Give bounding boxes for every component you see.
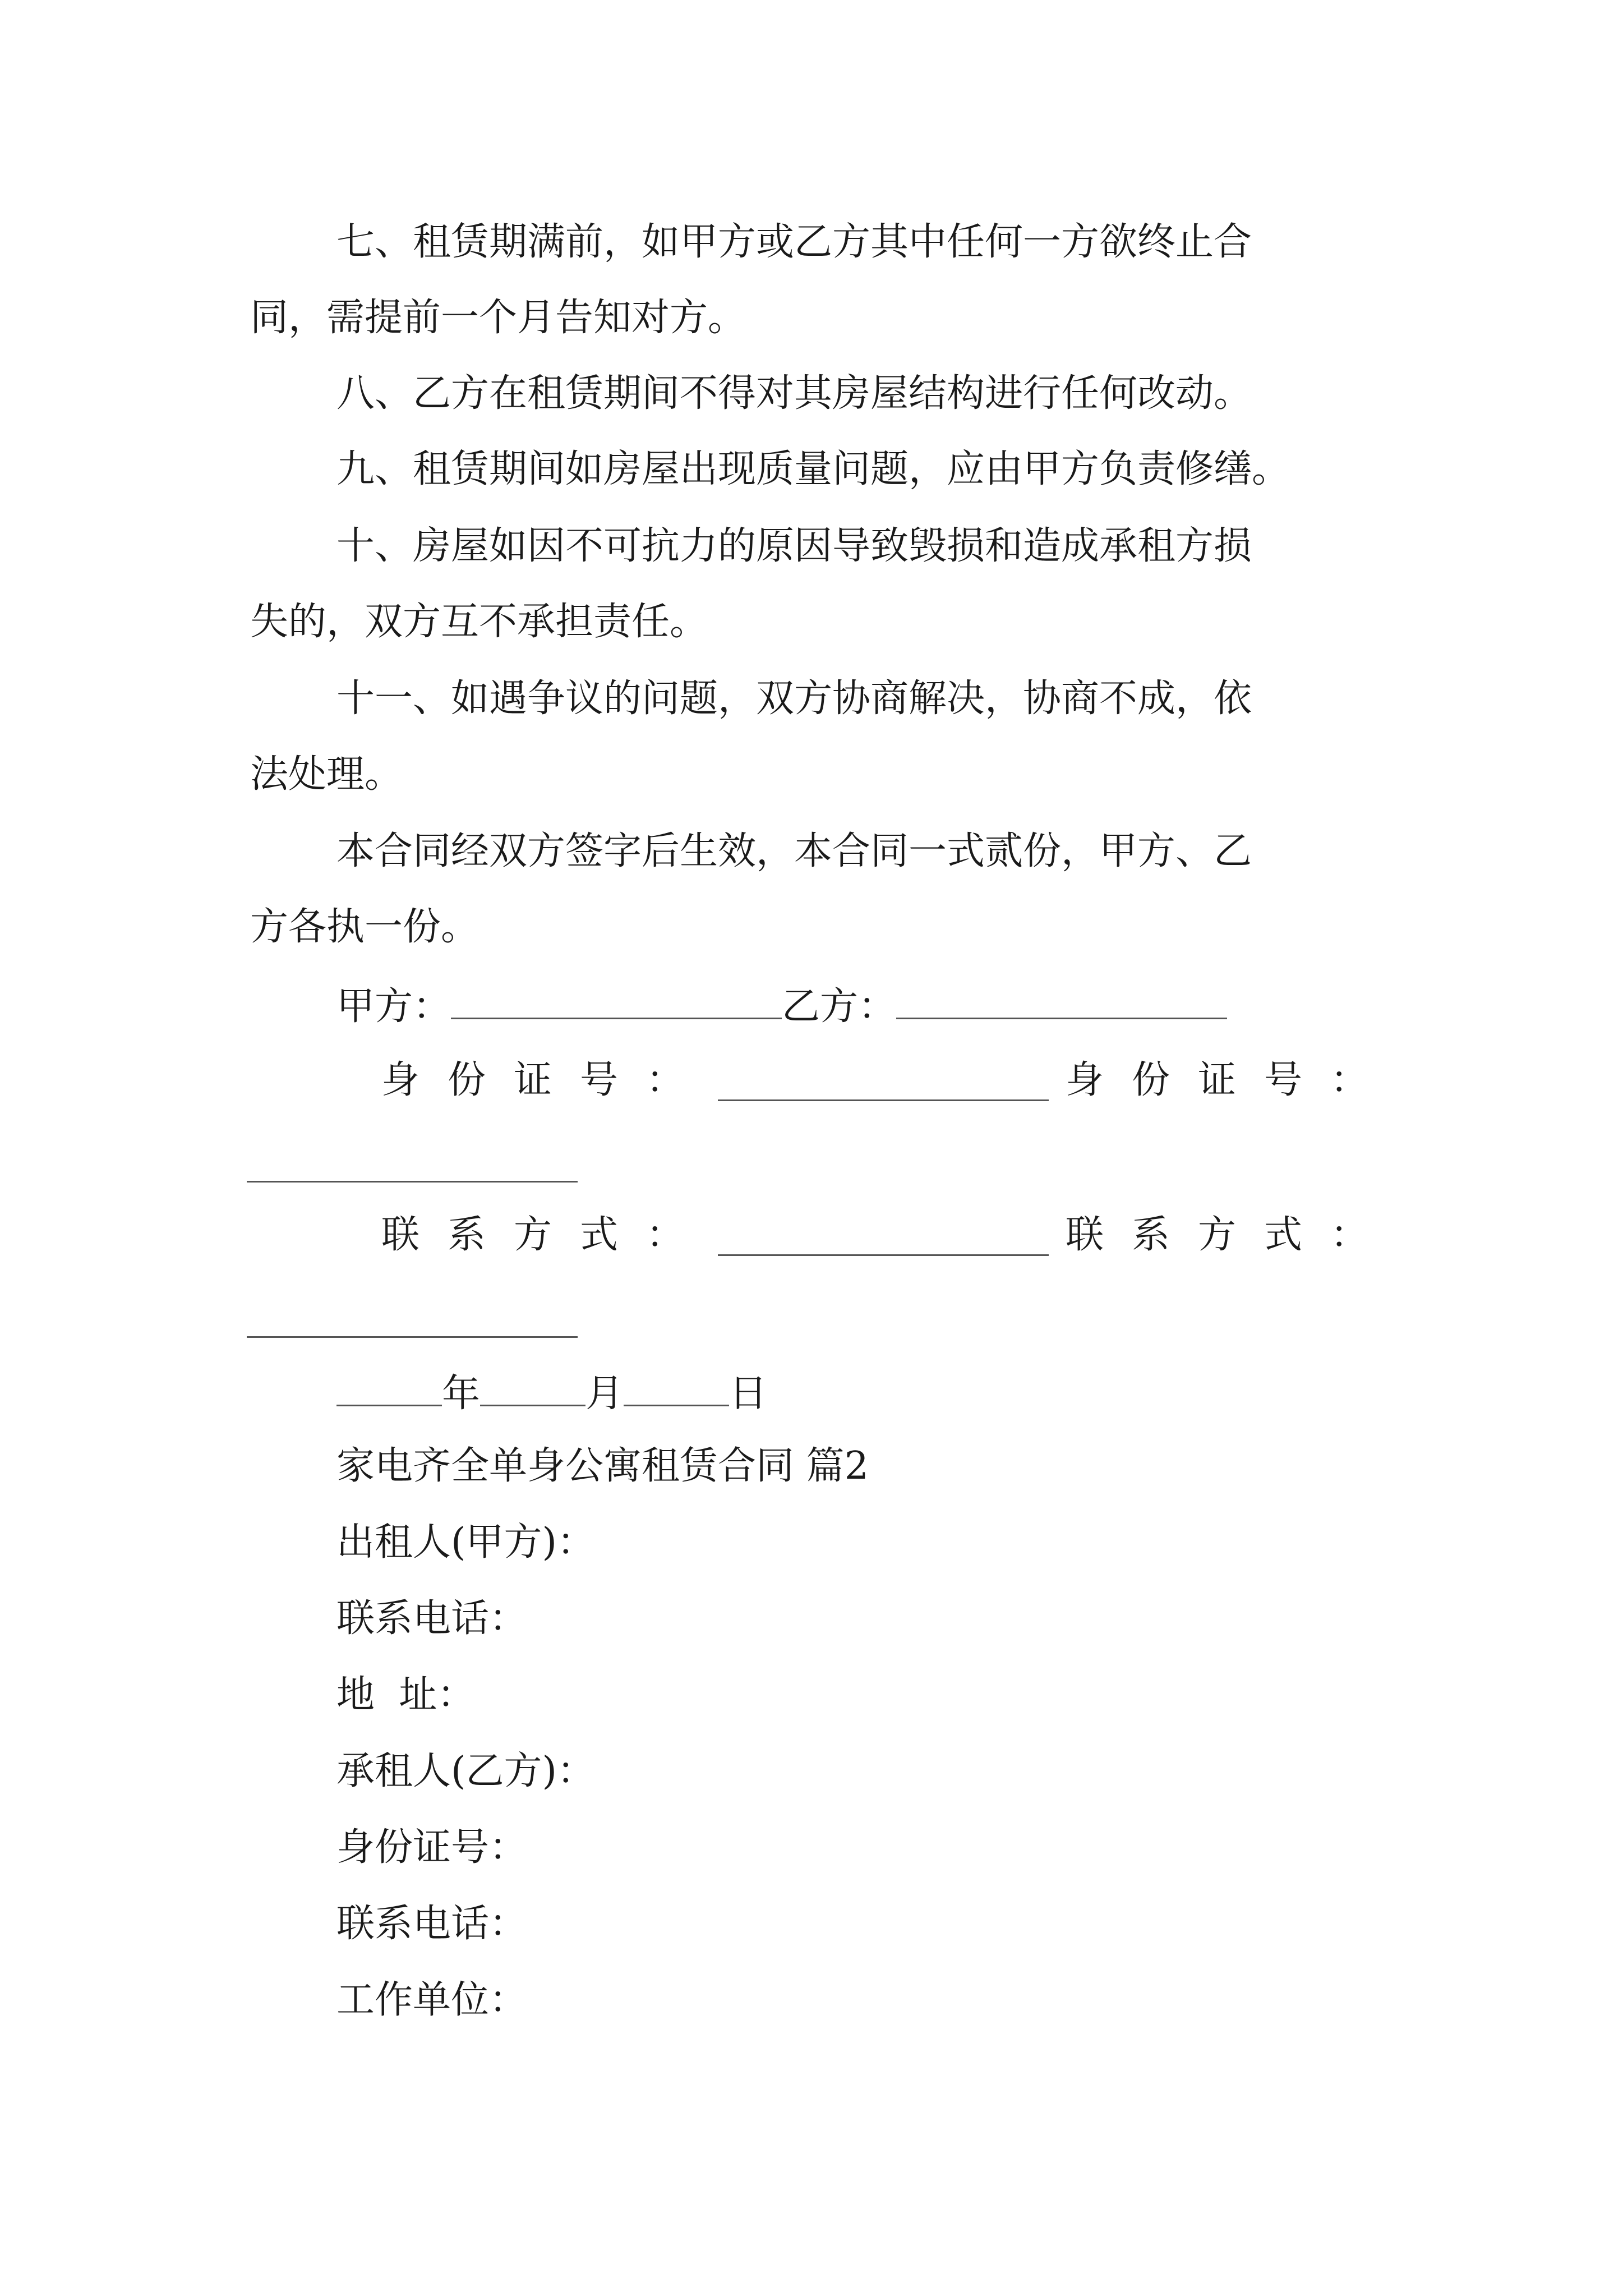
party-a-contact-blank — [718, 1221, 1049, 1256]
party-a-id-label: 身 份 证 号 ： — [381, 1058, 684, 1102]
clause-11-line-2: 法处理。 — [250, 752, 403, 797]
clause-7-line-1: 七、租赁期满前，如甲方或乙方其中任何一方欲终止合 — [336, 220, 1252, 264]
clause-9: 九、租赁期间如房屋出现质量问题，应由甲方负责修缮。 — [336, 447, 1290, 491]
clause-11-line-1: 十一、如遇争议的问题，双方协商解决，协商不成，依 — [336, 677, 1252, 721]
lessor-label: 出租人(甲方)： — [336, 1520, 596, 1565]
lessee-phone-label: 联系电话： — [336, 1902, 528, 1946]
day-label: 日 — [729, 1372, 768, 1416]
work-unit-label: 工作单位： — [336, 1978, 528, 2022]
day-blank — [624, 1371, 729, 1406]
party-b-signature-blank — [896, 984, 1227, 1019]
effect-clause-line-2: 方各执一份。 — [250, 905, 479, 949]
lessee-id-label: 身份证号： — [336, 1825, 528, 1870]
year-blank — [336, 1371, 442, 1406]
party-b-id-blank — [247, 1147, 578, 1182]
party-b-contact-blank — [247, 1303, 578, 1338]
party-b-label: 乙方： — [782, 984, 897, 1029]
party-a-contact-label: 联 系 方 式 ： — [381, 1213, 684, 1257]
clause-8: 八、乙方在租赁期间不得对其房屋结构进行任何改动。 — [336, 371, 1252, 416]
party-b-id-label: 身 份 证 号 ： — [1066, 1058, 1368, 1102]
party-a-label: 甲方： — [336, 984, 451, 1029]
month-blank — [480, 1371, 585, 1406]
lessee-label: 承租人(乙方)： — [336, 1749, 596, 1793]
address-label: 地 址： — [336, 1673, 476, 1717]
effect-clause-line-1: 本合同经双方签字后生效，本合同一式贰份，甲方、乙 — [336, 829, 1252, 873]
clause-10-line-1: 十、房屋如因不可抗力的原因导致毁损和造成承租方损 — [336, 524, 1252, 568]
lessor-phone-label: 联系电话： — [336, 1596, 528, 1641]
party-a-id-blank — [718, 1066, 1049, 1101]
clause-10-line-2: 失的，双方互不承担责任。 — [250, 600, 708, 644]
date-row — [336, 1371, 768, 1416]
signature-parties-row — [336, 984, 1227, 1029]
party-a-signature-blank — [451, 984, 782, 1019]
month-label: 月 — [585, 1372, 624, 1416]
party-b-contact-label: 联 系 方 式 ： — [1066, 1213, 1368, 1257]
clause-7-line-2: 同，需提前一个月告知对方。 — [250, 296, 746, 340]
year-label: 年 — [442, 1372, 481, 1416]
section-2-title: 家电齐全单身公寓租赁合同 篇2 — [336, 1444, 869, 1488]
